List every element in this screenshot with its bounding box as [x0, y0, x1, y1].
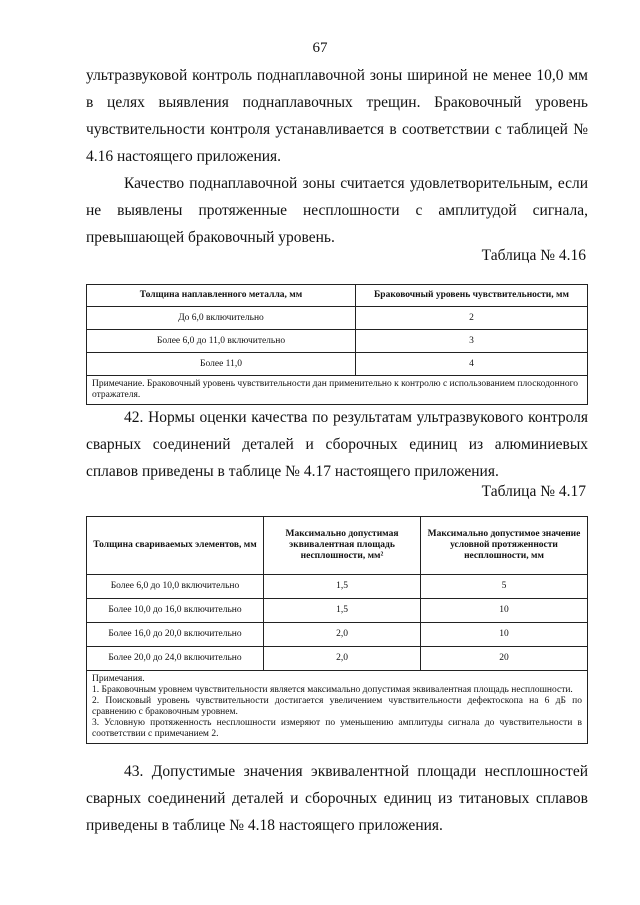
- table-4-16: [86, 284, 588, 405]
- table-cell: 5: [421, 575, 588, 599]
- table-row: [87, 647, 588, 671]
- note-3: 3. Условную протяженность несплошности измеряют по уменьшению амплитуды сигнала до чувствительности в соответствии с примечанием 2.: [92, 718, 582, 739]
- table-cell: 2,0: [264, 647, 421, 671]
- table-cell: 2,0: [264, 623, 421, 647]
- table-row: [87, 575, 588, 599]
- table-4-16-caption: Таблица № 4.16: [481, 247, 586, 264]
- table-header-cell: Толщина свариваемых элементов, мм: [87, 517, 264, 575]
- table-cell: Более 20,0 до 24,0 включительно: [87, 647, 264, 671]
- table-note: Примечание. Браковочный уровень чувствительности дан применительно к контролю с использованием плоскодонного отражателя.: [87, 376, 588, 405]
- table-cell: Более 6,0 до 11,0 включительно: [87, 330, 356, 353]
- table-header-cell: Максимально допустимая эквивалентная площадь несплошности, мм²: [264, 517, 421, 575]
- table-cell: 10: [421, 599, 588, 623]
- table-4-17: [86, 516, 588, 744]
- table-header-cell: Браковочный уровень чувствительности, мм: [356, 285, 588, 307]
- note-1: 1. Браковочным уровнем чувствительности является максимально допустимая эквивалентная площадь несплошности.: [92, 685, 573, 695]
- table-cell: 4: [356, 353, 588, 376]
- table-cell: 20: [421, 647, 588, 671]
- table-cell: Более 10,0 до 16,0 включительно: [87, 599, 264, 623]
- table-cell: 1,5: [264, 575, 421, 599]
- table-header-cell: Максимально допустимое значение условной протяженности несплошности, мм: [421, 517, 588, 575]
- table-row: [87, 599, 588, 623]
- note-2: 2. Поисковый уровень чувствительности достигается увеличением чувствительности дефектоскопа на 6 дБ по сравнению с браковочным уровнем.: [92, 696, 582, 717]
- table-cell: Более 11,0: [87, 353, 356, 376]
- table-row: [87, 623, 588, 647]
- paragraph-2: Качество поднаплавочной зоны считается удовлетворительным, если не выявлены протяженные несплошности с амплитудой сигнала, превышающей браковочный уровень.: [86, 175, 588, 246]
- table-cell: 1,5: [264, 599, 421, 623]
- table-cell: Более 6,0 до 10,0 включительно: [87, 575, 264, 599]
- table-row: [87, 307, 588, 330]
- table-notes: [87, 671, 588, 744]
- table-cell: Более 16,0 до 20,0 включительно: [87, 623, 264, 647]
- table-cell: 2: [356, 307, 588, 330]
- notes-heading: Примечания.: [92, 674, 145, 684]
- table-row: [87, 353, 588, 376]
- table-row: [87, 330, 588, 353]
- table-cell: 10: [421, 623, 588, 647]
- table-4-17-caption: Таблица № 4.17: [481, 483, 586, 500]
- table-header-cell: Толщина наплавленного металла, мм: [87, 285, 356, 307]
- table-cell: До 6,0 включительно: [87, 307, 356, 330]
- paragraph-1: ультразвуковой контроль поднаплавочной зоны шириной не менее 10,0 мм в целях выявления поднаплавочных трещин. Браковочный уровень чувствительности контроля устанавливается в соответствии с таблицей № 4.16 настоящего приложения.: [86, 67, 588, 165]
- page-number: 67: [312, 40, 328, 56]
- paragraph-3: 42. Нормы оценки качества по результатам ультразвукового контроля сварных соединений деталей и сборочных единиц из алюминиевых сплавов приведены в таблице № 4.17 настоящего приложения.: [86, 409, 588, 480]
- paragraph-4: 43. Допустимые значения эквивалентной площади несплошностей сварных соединений деталей и сборочных единиц из титановых сплавов приведены в таблице № 4.18 настоящего приложения.: [86, 763, 588, 834]
- table-cell: 3: [356, 330, 588, 353]
